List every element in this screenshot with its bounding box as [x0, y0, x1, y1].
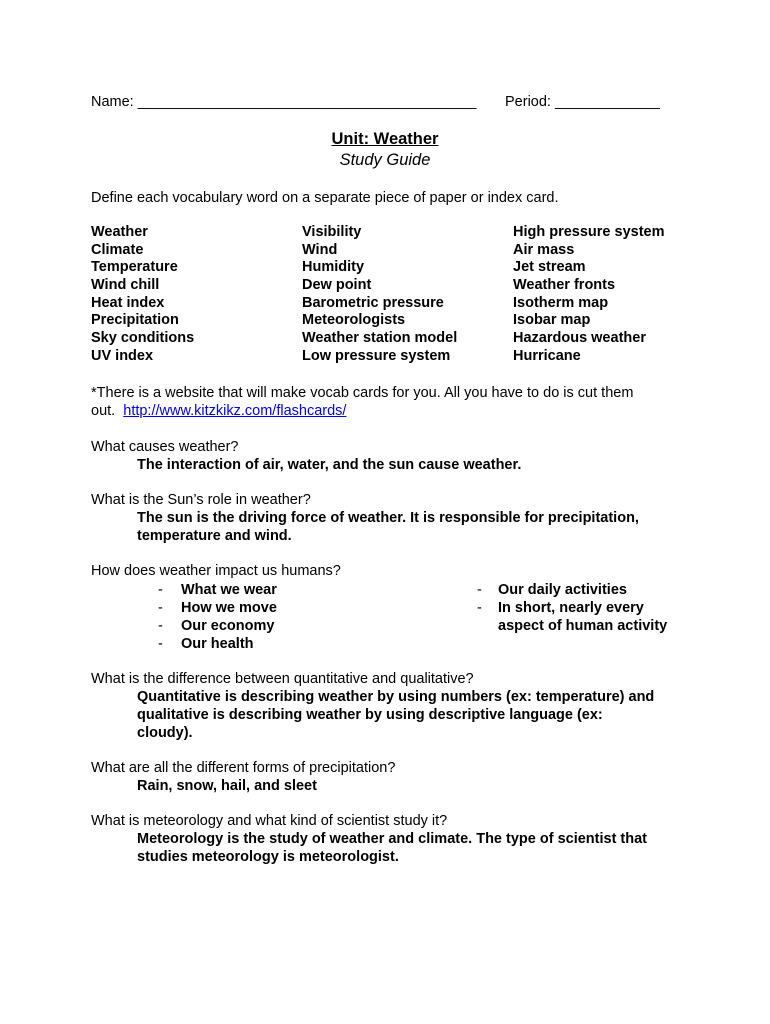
question-weather-impact: How does weather impact us humans? [91, 563, 341, 579]
answer-quant-qual-line3: cloudy). [137, 725, 193, 741]
bullet-dash: - [158, 600, 163, 616]
answer-quant-qual-line2: qualitative is describing weather by using descriptive language (ex: [137, 707, 603, 723]
impact-bullet: How we move [181, 600, 277, 616]
vocab-instructions: Define each vocabulary word on a separate piece of paper or index card. [91, 190, 559, 206]
answer-sun-role-line1: The sun is the driving force of weather. It is responsible for precipitation, [137, 510, 639, 526]
vocab-column-2 [302, 224, 457, 366]
vocab-term: Barometric pressure [302, 294, 444, 311]
vocab-column-3 [513, 224, 665, 366]
question-sun-role: What is the Sun’s role in weather? [91, 492, 311, 508]
vocab-term: Air mass [513, 241, 575, 258]
impact-bullet: Our health [181, 636, 254, 652]
period-field-label: Period: _____________ [505, 94, 660, 110]
vocab-term: Wind chill [91, 277, 160, 294]
vocab-term: UV index [91, 347, 154, 364]
flashcards-link[interactable]: http://www.kitzkikz.com/flashcards/ [123, 403, 347, 419]
vocab-term: Heat index [91, 294, 165, 311]
answer-sun-role-line2: temperature and wind. [137, 528, 292, 544]
vocab-term: Weather station model [302, 330, 458, 347]
bullet-dash: - [477, 582, 482, 598]
impact-bullet: Our economy [181, 618, 275, 634]
page-title: Unit: Weather [331, 130, 439, 148]
vocab-term: Meteorologists [302, 312, 406, 329]
question-quant-qual: What is the difference between quantitative and qualitative? [91, 671, 474, 687]
answer-meteorology-line1: Meteorology is the study of weather and climate. The type of scientist that [137, 831, 648, 847]
answer-meteorology-line2: studies meteorology is meteorologist. [137, 849, 399, 865]
bullet-dash: - [158, 582, 163, 598]
bullet-dash: - [158, 618, 163, 634]
website-note-line2 [91, 402, 346, 420]
impact-bullet: In short, nearly every [498, 600, 644, 616]
bullet-dash: - [158, 636, 163, 652]
vocab-term: Jet stream [513, 259, 586, 276]
vocab-term: Humidity [302, 259, 365, 276]
name-field-label: Name: __________________________________________ [91, 94, 477, 110]
vocab-column-1 [91, 224, 194, 366]
answer-weather-causes: The interaction of air, water, and the sun cause weather. [137, 457, 522, 473]
website-note-line1: *There is a website that will make vocab cards for you. All you have to do is cut them [91, 385, 634, 401]
answer-quant-qual-line1: Quantitative is describing weather by using numbers (ex: temperature) and [137, 689, 655, 705]
vocab-term: Temperature [91, 259, 178, 276]
question-meteorology: What is meteorology and what kind of scientist study it? [91, 813, 448, 829]
website-note-prefix: out. [91, 403, 124, 419]
vocab-term: Weather fronts [513, 277, 616, 294]
question-precip-forms: What are all the different forms of precipitation? [91, 760, 396, 776]
vocab-term: Hurricane [513, 347, 581, 364]
vocab-term: Isotherm map [513, 294, 609, 311]
impact-bullet: What we wear [181, 582, 277, 598]
vocab-term: Low pressure system [302, 347, 451, 364]
vocab-term: Weather [91, 224, 148, 240]
vocab-term: Dew point [302, 277, 372, 294]
vocab-term: High pressure system [513, 224, 665, 240]
vocab-term: Climate [91, 241, 144, 258]
page-subtitle: Study Guide [339, 151, 431, 169]
answer-precip-forms: Rain, snow, hail, and sleet [137, 778, 317, 794]
impact-bullet: Our daily activities [498, 582, 627, 598]
vocab-term: Hazardous weather [513, 330, 646, 347]
vocab-term: Wind [302, 241, 338, 258]
vocab-term: Isobar map [513, 312, 591, 329]
impact-bullet-continued: aspect of human activity [498, 618, 668, 634]
bullet-dash: - [477, 600, 482, 616]
vocab-term: Precipitation [91, 312, 179, 329]
question-weather-causes: What causes weather? [91, 439, 239, 455]
vocab-term: Sky conditions [91, 330, 195, 347]
vocab-term: Visibility [302, 224, 362, 240]
